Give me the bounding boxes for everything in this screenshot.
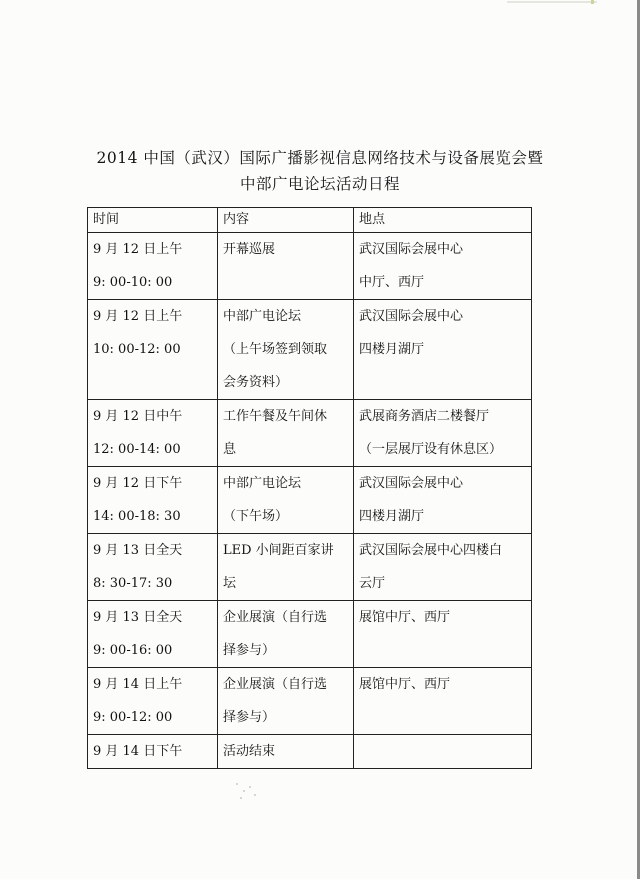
- cell-time: [88, 668, 218, 735]
- cell-text-line: 12: 00-14: 00: [93, 442, 181, 457]
- cell-text-line: 中部广电论坛: [223, 309, 302, 324]
- cell-content: [218, 668, 354, 735]
- scan-speck: [249, 786, 251, 788]
- cell-text-line: 9 月 13 日全天: [93, 543, 183, 558]
- cell-location: [354, 467, 532, 534]
- table-row: [88, 300, 532, 400]
- cell-time: [88, 534, 218, 601]
- cell-text-line: （一层展厅设有休息区）: [359, 442, 503, 457]
- cell-text-line: 展馆中厅、西厅: [359, 610, 451, 625]
- cell-content: [218, 467, 354, 534]
- cell-time: [88, 400, 218, 467]
- cell-text-line: 四楼月湖厅: [359, 342, 425, 357]
- scan-edge-mark-icon: [507, 0, 597, 10]
- cell-location: [354, 668, 532, 735]
- cell-content: [218, 300, 354, 400]
- table-row: [88, 735, 532, 769]
- cell-text-line: 中厅、西厅: [359, 275, 425, 290]
- cell-location: [354, 233, 532, 300]
- cell-text-line: 9: 00-12: 00: [93, 710, 173, 725]
- cell-location: [354, 601, 532, 668]
- header-location: 地点: [354, 208, 532, 233]
- cell-text-line: （上午场签到领取: [223, 342, 328, 357]
- cell-location: [354, 534, 532, 601]
- scan-speck: [240, 797, 242, 799]
- cell-text-line: 9 月 13 日全天: [93, 610, 183, 625]
- table-row: [88, 467, 532, 534]
- cell-text-line: 坛: [223, 576, 237, 591]
- cell-content: [218, 400, 354, 467]
- cell-text-line: 9: 00-16: 00: [93, 643, 173, 658]
- document-title-line-2: 中部广电论坛活动日程: [239, 175, 400, 193]
- table-row: [88, 233, 532, 300]
- scan-speck: [236, 783, 238, 785]
- cell-text-line: 武汉国际会展中心: [359, 476, 464, 491]
- cell-text-line: 9 月 12 日上午: [93, 309, 183, 324]
- cell-text-line: 开幕巡展: [223, 242, 276, 257]
- cell-content: [218, 601, 354, 668]
- cell-time: [88, 233, 218, 300]
- cell-text-line: 9 月 12 日下午: [93, 476, 183, 491]
- cell-text-line: 武汉国际会展中心: [359, 242, 464, 257]
- cell-text-line: 企业展演（自行选: [223, 610, 328, 625]
- cell-time: [88, 735, 218, 769]
- cell-text-line: LED 小间距百家讲: [223, 543, 334, 558]
- cell-text-line: 9 月 14 日下午: [93, 744, 183, 759]
- cell-text-line: 武汉国际会展中心: [359, 309, 464, 324]
- cell-text-line: 息: [223, 442, 237, 457]
- cell-text-line: 云厅: [359, 576, 386, 591]
- schedule-body: [88, 233, 532, 769]
- table-row: [88, 400, 532, 467]
- cell-text-line: 企业展演（自行选: [223, 677, 328, 692]
- cell-time: [88, 300, 218, 400]
- cell-content: [218, 735, 354, 769]
- cell-time: [88, 601, 218, 668]
- cell-text-line: 14: 00-18: 30: [93, 509, 181, 524]
- scan-speck: [243, 790, 245, 792]
- cell-text-line: （下午场）: [223, 509, 289, 524]
- cell-text-line: 8: 30-17: 30: [93, 576, 173, 591]
- cell-text-line: 工作午餐及午间休: [223, 409, 328, 424]
- schedule-table: [87, 207, 532, 769]
- header-content: 内容: [218, 208, 354, 233]
- cell-text-line: 9: 00-10: 00: [93, 275, 173, 290]
- table-row: [88, 534, 532, 601]
- cell-location: [354, 735, 532, 769]
- cell-text-line: 武汉国际会展中心四楼白: [359, 543, 503, 558]
- cell-text-line: 择参与）: [223, 710, 276, 725]
- cell-text-line: 10: 00-12: 00: [93, 342, 181, 357]
- cell-time: [88, 467, 218, 534]
- table-header-row: [88, 208, 532, 233]
- cell-text-line: 中部广电论坛: [223, 476, 302, 491]
- cell-text-line: 活动结束: [223, 744, 276, 759]
- cell-location: [354, 400, 532, 467]
- cell-text-line: 9 月 12 日中午: [93, 409, 183, 424]
- cell-text-line: 会务资料）: [223, 375, 289, 390]
- cell-content: [218, 233, 354, 300]
- cell-text-line: 9 月 14 日上午: [93, 677, 183, 692]
- cell-text-line: 展馆中厅、西厅: [359, 677, 451, 692]
- cell-text-line: 武展商务酒店二楼餐厅: [359, 409, 490, 424]
- document-title-line-1: 2014 中国（武汉）国际广播影视信息网络技术与设备展览会暨: [96, 149, 544, 167]
- table-row: [88, 668, 532, 735]
- table-row: [88, 601, 532, 668]
- cell-text-line: 四楼月湖厅: [359, 509, 425, 524]
- cell-location: [354, 300, 532, 400]
- scan-speck: [254, 794, 256, 796]
- cell-text-line: 择参与）: [223, 643, 276, 658]
- cell-text-line: 9 月 12 日上午: [93, 242, 183, 257]
- header-time: 时间: [88, 208, 218, 233]
- cell-content: [218, 534, 354, 601]
